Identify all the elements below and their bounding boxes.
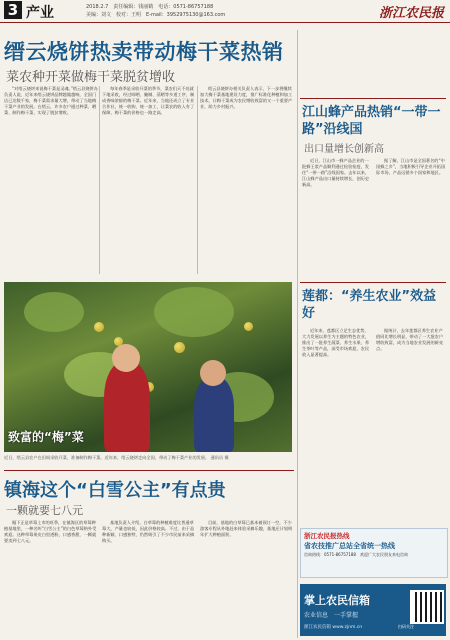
qr-code-icon [410, 590, 444, 624]
hotline-ad-title: 浙江农民报热线 [304, 532, 350, 540]
article2-column2: 基地负责人介绍，白草莓的种植难度比普通草莓大，产量也较低，因此价格较高。不过，由于品种新颖、口感独特，仍然吸引了不少市民前来采摘购买。 [102, 520, 195, 544]
article4-column2: 据统计，去年莲都区养生农业产值同比增长明显，带动了一大批农户增收致富，成为当地农业发展的新亮点。 [376, 328, 444, 352]
section-rule [300, 282, 446, 283]
article2-column3: 目前，基地的白草莓已基本被预订一空，不少游客专程从外地赶来体验采摘乐趣，基地还计划明年扩大种植面积。 [200, 520, 293, 538]
article3-column2: 据了解，江山市是全国著名的“中国蜂之乡”，当地积极引导企业开拓国际市场，产品远销多个国家和地区。 [376, 158, 446, 176]
photo-caption [4, 455, 292, 461]
photo-credit: 通讯员 摄 [210, 455, 229, 460]
page-number: 3 [4, 1, 22, 19]
masthead-logo: 浙江农民报 [378, 6, 444, 21]
article1-column3: 缙云县烧饼办相关负责人表示，下一步将继续加大梅干菜基地建设力度，推广标准化种植和加工技术，让梅干菜成为农民增收致富的又一个重要产业，助力乡村振兴。 [200, 86, 293, 110]
article2-headline: 镇海这个“白雪公主”有点贵 [4, 480, 226, 501]
section-title: 产业 [26, 5, 54, 21]
article3-column1: 近日，江山市一蜂产品企业的一批蜂王浆产品顺利通过检验检疫，发往“一带一路”沿线国家。去年以来，江山蜂产品出口量持续增长，创历史新高。 [302, 158, 370, 188]
article1-column1: “对缙云烧饼来说梅干菜是灵魂。”缙云县烧饼办负责人说，近年来缙云烧饼品牌越做越响，全国门店已达数千家，梅干菜需求量大增，带动了当地梅干菜产业的发展。在缙云，许多农户通过种菜、晒菜、制作梅干菜，实现了脱贫增收。 [4, 86, 98, 116]
column-divider [197, 86, 198, 274]
article4-headline: 莲都：“养生农业”效益好 [302, 289, 437, 321]
article1-headline: 缙云烧饼热卖带动梅干菜热销 [4, 40, 284, 64]
article2-subhead: 一颗就要七八元 [6, 504, 83, 517]
article4-column1: 近年来，莲都区立足生态优势，大力发展以养生为主题的特色农业，推出了一批养生蔬菜、养生水果、养生茶叶等产品，深受市场欢迎，农民收入显著提高。 [302, 328, 370, 358]
qr-code-label: 扫码关注 [398, 624, 414, 629]
article2-column1: 眼下正是草莓上市的旺季，在镇海区的草莓种植基地里，一种名叫“白雪公主”的白色草莓格外受欢迎。这种草莓果皮白里透粉，口感香甜，一颗就要卖到七八元。 [4, 520, 97, 544]
article1-column2: 每年春季是采收开菜的季节，菜农们天不亮就下地采收，经过晾晒、腌制、蒸晒等多道工序，制成香味浓郁的梅干菜。近年来，当地还成立了专业合作社，统一收购、统一加工，让菜农的收入有了保障，梅干菜的价格也一路走高。 [102, 86, 195, 116]
column-divider [297, 30, 298, 638]
hotline-ad-body: 咨询热线：0571-86757188 欢迎广大农民朋友来电咨询 [304, 552, 408, 557]
contact-line: 美编：刘文 校对：王明 E-mail：3952975130@163.com [86, 12, 226, 18]
article3-headline: 江山蜂产品热销“一带一路”沿线国 [302, 105, 441, 137]
section-rule [300, 98, 446, 99]
mobile-mailbox-website: 浙江农民信箱 www.zjnm.cn [304, 625, 363, 630]
photo-caption-text: 近日，缙云县农户在田间采收开菜，准备制作梅干菜。近年来，缙云烧饼走向全国，带动了梅干菜产业的发展。 [4, 455, 210, 460]
article3-subhead: 出口量增长创新高 [304, 144, 384, 155]
mobile-mailbox-subtitle: 农业信息 一手掌握 [304, 612, 359, 619]
photo-overlay-caption: 致富的“梅”菜 [8, 430, 84, 444]
article1-photo [4, 282, 292, 452]
hotline-ad-heading: 省农技推广总站全省统一热线 [304, 542, 395, 550]
column-divider [99, 86, 100, 274]
section-rule [4, 470, 294, 471]
article1-subhead: 菜农种开菜做梅干菜脱贫增收 [6, 70, 176, 85]
editor-line: 2018.2.7 责任编辑：钱丽鹤 电话：0571-86757188 [86, 4, 214, 10]
mobile-mailbox-title: 掌上农民信箱 [304, 594, 370, 607]
